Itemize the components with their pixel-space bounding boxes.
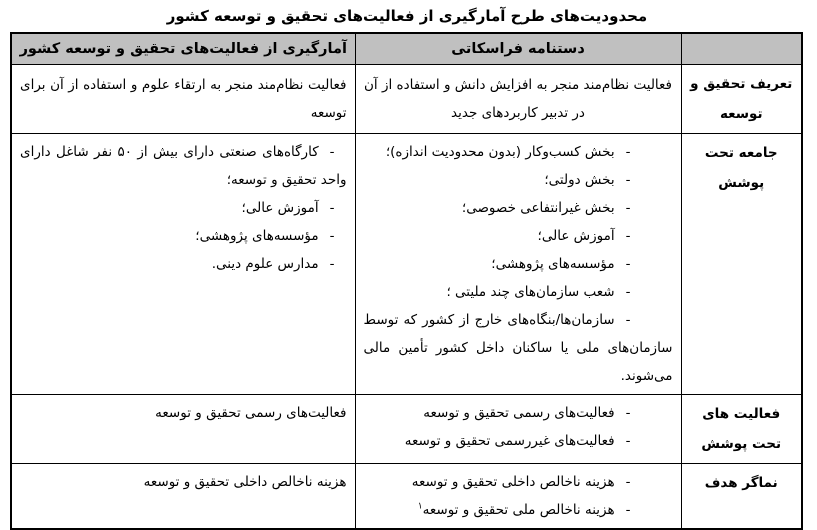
frascati-activities-cell: [355, 395, 681, 464]
list-item-text: مدارس علوم دینی.: [211, 256, 319, 272]
list-item-text: بخش کسب‌وکار (بدون محدودیت اندازه)؛: [385, 144, 615, 160]
list-item: [364, 138, 673, 166]
bullet-dash: -: [625, 228, 631, 244]
row-label-activities: فعالیت های تحت پوشش: [681, 395, 802, 464]
list-item: [364, 306, 673, 390]
survey-indicator-text: هزینه ناخالص داخلی تحقیق و توسعه: [143, 474, 347, 490]
bullet-dash: -: [625, 144, 631, 160]
bullet-dash: -: [625, 256, 631, 272]
table-row: [11, 134, 802, 395]
frascati-population-cell: [355, 134, 681, 395]
list-item-text: شعب سازمان‌های چند ملیتی ؛: [446, 284, 615, 300]
list-item-text: بخش دولتی؛: [544, 172, 615, 188]
list-item: [20, 250, 347, 278]
list-item-text: فعالیت‌های غیررسمی تحقیق و توسعه: [404, 433, 615, 449]
list-item-text: کارگاه‌های صنعتی دارای بیش از ۵۰ نفر شاغل دارای واحد تحقیق و توسعه؛: [20, 144, 347, 188]
bullet-dash: -: [329, 228, 335, 244]
list-item: [20, 222, 347, 250]
header-survey-cell: آمارگیری از فعالیت‌های تحقیق و توسعه کشور: [11, 33, 355, 65]
frascati-indicator-cell: [355, 464, 681, 530]
row-label-definition: تعریف تحقیق و توسعه: [681, 65, 802, 134]
list-item: [364, 278, 673, 306]
bullet-dash: -: [625, 200, 631, 216]
row-label-population: جامعه تحت پوشش: [681, 134, 802, 395]
list-item: [364, 166, 673, 194]
table-row: [11, 65, 802, 134]
list-item-text: هزینه ناخالص ملی تحقیق و توسعه: [422, 502, 615, 518]
frascati-definition-cell: [355, 65, 681, 134]
limitations-table: [10, 32, 803, 530]
bullet-dash: -: [625, 502, 631, 518]
row-label-indicator: نماگر هدف: [681, 464, 802, 530]
bullet-dash: -: [329, 256, 335, 272]
survey-indicator-cell: [11, 464, 355, 530]
list-item: [364, 496, 673, 524]
list-item-text: مؤسسه‌های پژوهشی؛: [195, 228, 319, 244]
survey-definition-text: فعالیت نظام‌مند منجر به ارتقاء علوم و استفاده از آن برای توسعه: [20, 77, 347, 121]
table-row: [11, 395, 802, 464]
list-item: [364, 250, 673, 278]
footnote-marker: ۱: [417, 501, 423, 512]
list-item-text: آموزش عالی؛: [241, 200, 319, 216]
survey-activities-text: فعالیت‌های رسمی تحقیق و توسعه: [155, 405, 347, 421]
bullet-dash: -: [625, 312, 631, 328]
bullet-dash: -: [625, 172, 631, 188]
list-item: [364, 468, 673, 496]
page-title: محدودیت‌های طرح آمارگیری از فعالیت‌های تحقیق و توسعه کشور: [166, 7, 648, 25]
list-item-text: سازمان‌ها/بنگاه‌های خارج از کشور که توسط سازمان‌های ملی یا ساکنان داخل کشور تأمین مالی می‌شوند.: [363, 312, 673, 384]
survey-population-cell: [11, 134, 355, 395]
list-item-text: مؤسسه‌های پژوهشی؛: [491, 256, 615, 272]
list-item: [364, 194, 673, 222]
list-item-text: آموزش عالی؛: [537, 228, 615, 244]
bullet-dash: -: [625, 284, 631, 300]
list-item: [20, 138, 347, 194]
header-corner-cell: [681, 33, 802, 65]
table-row: [11, 464, 802, 530]
list-item-text: بخش غیرانتفاعی خصوصی؛: [461, 200, 615, 216]
survey-definition-cell: [11, 65, 355, 134]
bullet-dash: -: [329, 144, 335, 160]
list-item: [20, 194, 347, 222]
table-header-row: [11, 33, 802, 65]
list-item: [364, 399, 673, 427]
list-item-text: فعالیت‌های رسمی تحقیق و توسعه: [423, 405, 615, 421]
list-item: [364, 427, 673, 455]
header-frascati-cell: دستنامه فراسکاتی: [355, 33, 681, 65]
bullet-dash: -: [625, 474, 631, 490]
frascati-definition-text: فعالیت نظام‌مند منجر به افزایش دانش و استفاده از آن در تدبیر کاربردهای جدید: [363, 77, 673, 121]
bullet-dash: -: [329, 200, 335, 216]
bullet-dash: -: [625, 405, 631, 421]
bullet-dash: -: [625, 433, 631, 449]
survey-activities-cell: [11, 395, 355, 464]
list-item-text: هزینه ناخالص داخلی تحقیق و توسعه: [411, 474, 615, 490]
list-item: [364, 222, 673, 250]
